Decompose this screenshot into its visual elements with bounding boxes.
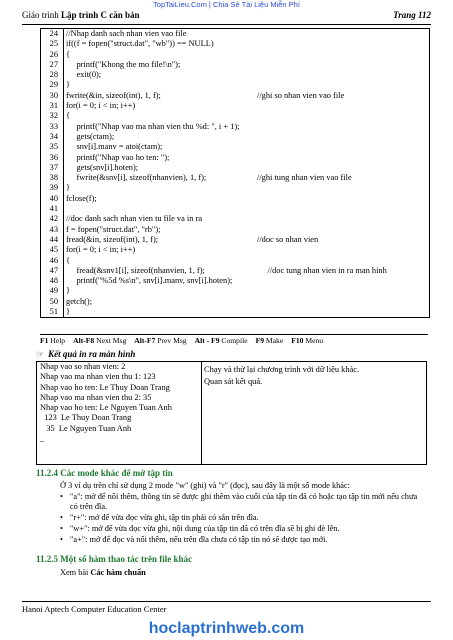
code-line <box>41 132 429 142</box>
code-comment: //ghi so nhan vien vao file <box>257 90 345 100</box>
gutter-divider <box>63 245 64 255</box>
output-line: Nhap vao ma nhan vien thu 2: 35 <box>40 392 152 402</box>
code-line <box>41 60 429 70</box>
header-divider <box>22 24 431 25</box>
code-text: } <box>66 80 71 90</box>
line-number: 45 <box>49 245 58 255</box>
code-text: getch(); <box>66 296 93 306</box>
line-number: 46 <box>49 255 58 265</box>
gutter-divider <box>63 214 64 224</box>
line-number: 43 <box>49 224 58 234</box>
code-text: { <box>66 255 71 265</box>
line-number: 37 <box>49 162 58 172</box>
code-line <box>41 153 429 163</box>
line-number: 29 <box>49 80 58 90</box>
code-line <box>41 214 429 224</box>
code-comment: //doc so nhan vien <box>257 234 319 244</box>
code-line <box>41 183 429 193</box>
code-line <box>41 173 429 183</box>
line-number: 24 <box>49 29 58 38</box>
bullet-icon: • <box>60 492 63 501</box>
watermark-logo: hoclaptrinhweb.com <box>148 620 305 637</box>
line-number: 35 <box>49 142 58 152</box>
line-number: 27 <box>49 59 58 69</box>
bullet-item: • "w+": mở để vừa đọc vừa ghi, nội dung của tập tin đã có trên đĩa sẽ bị ghi đè lên. <box>60 524 340 533</box>
bullet-item: • "r+": mở để vừa đọc vừa ghi, tập tin phải có sẵn trên đĩa. <box>60 513 259 522</box>
code-text: printf("Nhap vao ma nhan vien thu %d: ", i + 1); <box>66 121 240 131</box>
code-text: for(i = 0; i < in; i++) <box>66 245 136 255</box>
line-number: 42 <box>49 214 58 224</box>
line-number: 39 <box>49 183 58 193</box>
line-number: 26 <box>49 49 58 59</box>
gutter-divider <box>63 111 64 121</box>
gutter-divider <box>63 91 64 101</box>
note-line: Quan sát kết quả. <box>204 377 263 386</box>
code-text: } <box>66 307 71 317</box>
gutter-divider <box>63 266 64 276</box>
gutter-divider <box>63 122 64 132</box>
code-text: fread(&in, sizeof(int), 1, f); <box>66 234 159 244</box>
output-line: 35 Le Nguyen Tuan Anh <box>40 423 132 433</box>
line-number: 40 <box>49 193 58 203</box>
code-text: fread(&snv1[i], sizeof(nhanvien, 1, f); <box>66 265 205 275</box>
line-number: 31 <box>49 101 58 111</box>
output-line: 123 Le Thuy Doan Trang <box>40 413 132 423</box>
menu-item[interactable]: F10 Menu <box>291 336 324 345</box>
code-line <box>41 256 429 266</box>
code-text: f = fopen("struct.dat", "rb"); <box>66 224 161 234</box>
gutter-divider <box>63 183 64 193</box>
bullet-item: • "a+": mở để đọc và nối thêm, nếu trên đĩa chưa có tập tin nó sẽ được tạo mới. <box>60 535 328 544</box>
code-text: printf("Nhap vao ho ten: "); <box>66 152 170 162</box>
gutter-divider <box>63 50 64 60</box>
code-text: fwrite(&snv[i], sizeof(nhanvien), 1, f); <box>66 173 207 183</box>
code-line <box>41 163 429 173</box>
gutter-divider <box>63 256 64 266</box>
ide-status-bar <box>40 334 428 346</box>
section2-text: Xem bài Các hàm chuẩn <box>60 568 146 577</box>
code-text: gets(snv[i].hoten); <box>66 162 139 172</box>
output-line: Nhap vao ho ten: Le Nguyen Tuan Anh <box>40 403 172 413</box>
page-header <box>22 10 431 24</box>
line-number: 30 <box>49 90 58 100</box>
code-text: } <box>66 183 71 193</box>
code-line <box>41 286 429 296</box>
code-text: } <box>66 286 71 296</box>
menu-item[interactable]: F9 Make <box>255 336 284 345</box>
line-number: 33 <box>49 121 58 131</box>
code-line <box>41 194 429 204</box>
gutter-divider <box>63 204 64 214</box>
code-line <box>41 80 429 90</box>
line-number: 47 <box>49 265 58 275</box>
menu-item[interactable]: Alt-F8 Next Msg <box>73 336 127 345</box>
line-number: 34 <box>49 131 58 141</box>
gutter-divider <box>63 173 64 183</box>
code-text: //Nhap danh sach nhan vien vao file <box>66 29 187 38</box>
line-number: 49 <box>49 286 58 296</box>
code-line <box>41 101 429 111</box>
footer-divider <box>22 601 431 602</box>
line-number: 50 <box>49 296 58 306</box>
gutter-divider <box>63 153 64 163</box>
code-line <box>41 245 429 255</box>
gutter-divider <box>63 80 64 90</box>
gutter-divider <box>63 307 64 317</box>
code-line <box>41 225 429 235</box>
code-line <box>41 29 429 39</box>
output-line: Nhap vao so nhan vien: 2 <box>40 362 126 371</box>
gutter-divider <box>63 235 64 245</box>
code-line <box>41 142 429 152</box>
line-number: 51 <box>49 307 58 317</box>
gutter-divider <box>63 163 64 173</box>
code-text: { <box>66 111 71 121</box>
code-listing <box>40 28 430 318</box>
gutter-divider <box>63 60 64 70</box>
line-number: 44 <box>49 234 58 244</box>
section-intro: Ở 3 ví dụ trên chỉ sử dụng 2 mode "w" (ghi) và "r" (đọc), sau đây là một số mode khác: <box>60 481 350 490</box>
gutter-divider <box>63 101 64 111</box>
code-text: printf("%5d %s\n", snv[i].manv, snv[i].hoten); <box>66 276 233 286</box>
bullet-icon: • <box>60 524 63 533</box>
bullet-icon: • <box>60 535 63 544</box>
line-number: 36 <box>49 152 58 162</box>
gutter-divider <box>63 225 64 235</box>
line-number: 38 <box>49 173 58 183</box>
code-text: exit(0); <box>66 70 102 80</box>
menu-item[interactable]: Alt-F7 Prev Msg <box>134 336 187 345</box>
code-line <box>41 307 429 317</box>
gutter-divider <box>63 132 64 142</box>
code-comment: //doc tung nhan vien in ra man hinh <box>257 265 387 275</box>
code-line <box>41 204 429 214</box>
code-line <box>41 122 429 132</box>
bullet-item: • "a": mở để nối thêm, thông tin sẽ được ghi thêm vào cuối của tập tin đã có hoặc tạo tập tin mới nếu chưa có trên đĩa. <box>60 492 418 512</box>
program-output-box <box>36 361 202 465</box>
code-comment: //ghi tung nhan vien vao file <box>257 173 352 183</box>
section-title-functions: 11.2.5 Một số hàm thao tác trên file khác <box>36 554 192 564</box>
code-line <box>41 70 429 80</box>
code-line <box>41 297 429 307</box>
gutter-divider <box>63 276 64 286</box>
pointing-hand-icon: ☞ <box>36 349 45 359</box>
result-title: ☞ Kết quả in ra màn hình <box>36 349 136 359</box>
line-number: 28 <box>49 70 58 80</box>
gutter-divider <box>63 286 64 296</box>
code-text: snv[i].manv = atoi(ctam); <box>66 142 163 152</box>
gutter-divider <box>63 39 64 49</box>
code-line <box>41 111 429 121</box>
line-number: 41 <box>49 204 58 214</box>
output-line: Nhap vao ma nhan vien thu 1: 123 <box>40 372 156 382</box>
code-line <box>41 39 429 49</box>
code-text: for(i = 0; i < in; i++) <box>66 101 136 111</box>
page-number: Trang 112 <box>393 10 431 20</box>
code-text: { <box>66 49 71 59</box>
gutter-divider <box>63 29 64 39</box>
header-left: Giáo trình Lập trình C căn bản <box>22 10 140 20</box>
gutter-divider <box>63 297 64 307</box>
code-line <box>41 276 429 286</box>
line-number: 48 <box>49 276 58 286</box>
note-line: Chạy và thử lại chương trình với dữ liệu khác. <box>204 365 360 374</box>
line-number: 25 <box>49 39 58 49</box>
section-title-modes: 11.2.4 Các mode khác để mở tập tin <box>36 468 173 478</box>
output-line: _ <box>40 434 45 444</box>
code-line <box>41 50 429 60</box>
gutter-divider <box>63 194 64 204</box>
code-line <box>41 266 429 276</box>
code-text: gets(ctam); <box>66 131 115 141</box>
code-text: fclose(f); <box>66 193 97 203</box>
notes-box <box>200 361 427 465</box>
menu-item[interactable]: Alt - F9 Compile <box>194 336 248 345</box>
code-line <box>41 235 429 245</box>
footer-text: Hanoi Aptech Computer Education Center <box>22 604 167 614</box>
code-text: printf("Khong the mo file!\n"); <box>66 59 181 69</box>
code-text: if((f = fopen("struct.dat", "wb")) == NULL) <box>66 39 214 49</box>
line-number: 32 <box>49 111 58 121</box>
menu-item[interactable]: F1 Help <box>40 336 66 345</box>
code-line <box>41 91 429 101</box>
top-link[interactable]: TopTaiLieu.Com | Chia Sẻ Tài Liệu Miễn Phí <box>153 0 300 9</box>
code-text: //doc danh sach nhan vien tu file va in ra <box>66 214 203 224</box>
code-text: fwrite(&in, sizeof(int), 1, f); <box>66 90 161 100</box>
bullet-icon: • <box>60 513 63 522</box>
output-line: Nhap vao ho ten: Le Thuy Doan Trang <box>40 382 170 392</box>
gutter-divider <box>63 70 64 80</box>
gutter-divider <box>63 142 64 152</box>
